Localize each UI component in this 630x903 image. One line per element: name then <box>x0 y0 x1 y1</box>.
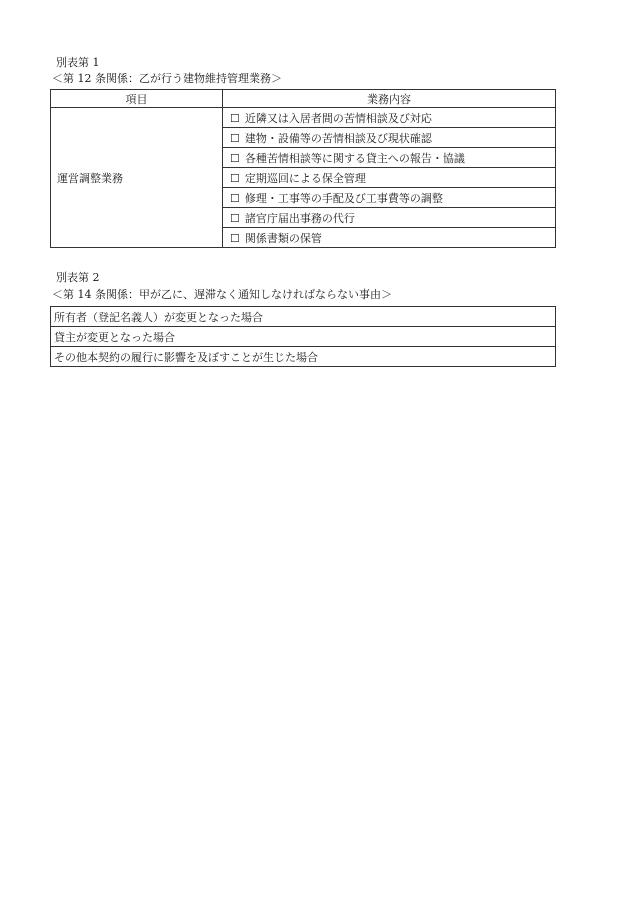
table-row <box>51 327 556 347</box>
appendix1-table <box>50 89 556 248</box>
task-label: 建物・設備等の苦情相談及び現状確認 <box>244 131 432 145</box>
checkbox-icon: ☐ <box>230 111 240 125</box>
task-label: 近隣又は入居者間の苦情相談及び対応 <box>244 111 432 125</box>
checkbox-icon: ☐ <box>230 231 240 245</box>
table-row <box>51 108 556 128</box>
task-item <box>223 108 556 128</box>
task-label: 定期巡回による保全管理 <box>244 171 366 185</box>
task-label: 各種苦情相談等に関する貸主への報告・協議 <box>244 151 465 165</box>
table-header-row <box>51 90 556 108</box>
event-cell: 所有者（登記名義人）が変更となった場合 <box>51 307 556 327</box>
appendix2-table <box>50 306 556 367</box>
appendix1-subtitle: ＜第 12 条関係：乙が行う建物維持管理業務＞ <box>52 72 282 85</box>
checkbox-icon: ☐ <box>230 191 240 205</box>
checkbox-icon: ☐ <box>230 171 240 185</box>
appendix2-subtitle: ＜第 14 条関係：甲が乙に、遅滞なく通知しなければならない事由＞ <box>52 288 392 301</box>
task-label: 関係書類の保管 <box>244 231 322 245</box>
task-item <box>223 228 556 248</box>
appendix1-label: 別表第 1 <box>56 56 100 69</box>
task-item <box>223 148 556 168</box>
header-item: 項目 <box>51 90 223 108</box>
checkbox-icon: ☐ <box>230 211 240 225</box>
task-item <box>223 188 556 208</box>
task-label: 修理・工事等の手配及び工事費等の調整 <box>244 191 443 205</box>
table-row <box>51 347 556 367</box>
task-item <box>223 168 556 188</box>
event-cell: 貸主が変更となった場合 <box>51 327 556 347</box>
checkbox-icon: ☐ <box>230 151 240 165</box>
task-label: 諸官庁届出事務の代行 <box>244 211 355 225</box>
event-cell: その他本契約の履行に影響を及ぼすことが生じた場合 <box>51 347 556 367</box>
category-cell: 運営調整業務 <box>51 108 223 248</box>
header-content: 業務内容 <box>223 90 556 108</box>
task-item <box>223 128 556 148</box>
appendix2-label: 別表第 2 <box>56 271 100 284</box>
table-row <box>51 307 556 327</box>
checkbox-icon: ☐ <box>230 131 240 145</box>
task-item <box>223 208 556 228</box>
